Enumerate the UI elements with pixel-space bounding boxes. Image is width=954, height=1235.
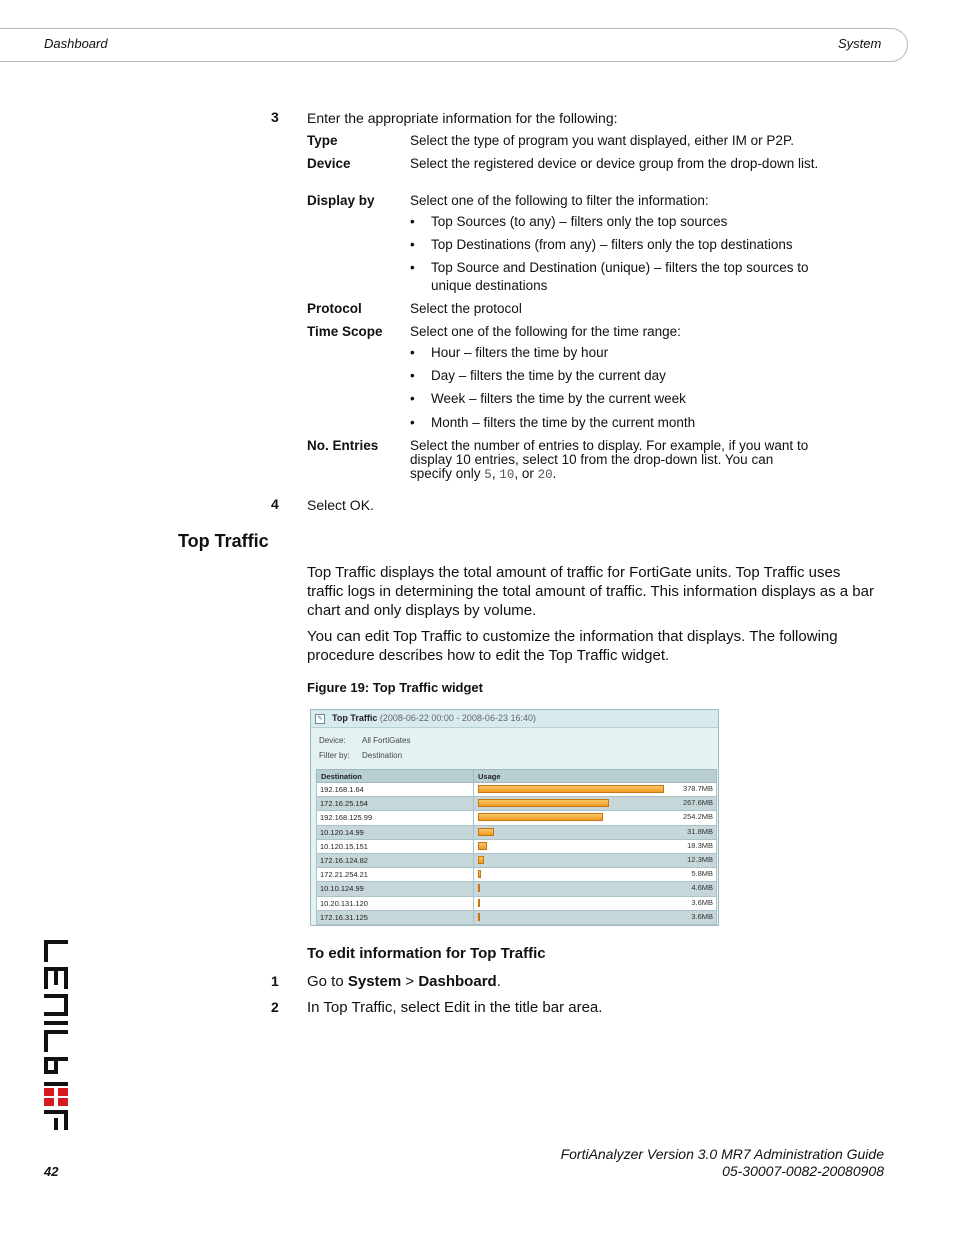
- header-section: Dashboard: [44, 36, 108, 51]
- destination-cell: 172.16.25.154: [317, 797, 474, 811]
- usage-value: 378.7MB: [682, 784, 713, 793]
- widget-filter-row: Filter by: Destination: [319, 751, 403, 760]
- edit-icon[interactable]: ✎: [315, 714, 325, 724]
- usage-bar: [478, 828, 494, 836]
- table-row: [317, 882, 717, 896]
- widget-device-row: Device: All FortiGates: [319, 736, 411, 745]
- field-device-desc: Select the registered device or device group from the drop-down list.: [410, 156, 819, 171]
- destination-cell: 10.120.14.99: [317, 825, 474, 839]
- col-destination: Destination: [317, 770, 474, 783]
- usage-cell: [474, 910, 717, 924]
- usage-value: 18.3MB: [687, 840, 713, 850]
- table-row: [317, 853, 717, 867]
- table-row: [317, 783, 717, 797]
- usage-bar: [478, 842, 487, 850]
- time-scope-bullet: • Month – filters the time by the current month: [410, 415, 696, 430]
- field-protocol-label: Protocol: [307, 301, 362, 316]
- field-type-desc: Select the type of program you want displayed, either IM or P2P.: [410, 133, 794, 148]
- usage-cell: [474, 811, 717, 825]
- usage-bar: [478, 856, 484, 864]
- page-number: 42: [44, 1164, 59, 1179]
- usage-bar: [478, 785, 664, 793]
- proc-step-1-number: 1: [271, 973, 279, 989]
- step-4-text: Select OK.: [307, 497, 374, 513]
- procedure-title: To edit information for Top Traffic: [307, 945, 546, 962]
- field-protocol-desc: Select the protocol: [410, 301, 522, 316]
- usage-value: 3.6MB: [691, 897, 713, 907]
- table-row: [317, 811, 717, 825]
- usage-cell: [474, 839, 717, 853]
- display-by-bullet: • Top Sources (to any) – filters only the top sources: [410, 214, 728, 229]
- usage-bar: [478, 813, 603, 821]
- field-display-by-desc: Select one of the following to filter the information:: [410, 193, 709, 208]
- destination-cell: 192.168.125.99: [317, 811, 474, 825]
- destination-cell: 10.120.15.151: [317, 839, 474, 853]
- display-by-bullet: • Top Source and Destination (unique) – filters the top sources to unique destinations: [410, 260, 809, 293]
- widget-title: Top Traffic (2008-06-22 00:00 - 2008-06-23 16:40): [332, 713, 536, 723]
- usage-cell: [474, 797, 717, 811]
- field-time-scope-desc: Select one of the following for the time range:: [410, 324, 681, 339]
- usage-value: 5.8MB: [691, 869, 713, 879]
- table-row: [317, 797, 717, 811]
- destination-cell: 172.21.254.21: [317, 868, 474, 882]
- usage-bar: [478, 913, 480, 921]
- usage-cell: [474, 783, 717, 797]
- section-title: Top Traffic: [178, 531, 269, 551]
- table-row: [317, 910, 717, 924]
- top-traffic-widget: [310, 709, 719, 926]
- usage-bar: [478, 870, 481, 878]
- destination-cell: 172.16.124.82: [317, 853, 474, 867]
- usage-value: 3.6MB: [691, 911, 713, 921]
- step-4-number: 4: [271, 496, 279, 512]
- figure-caption: Figure 19: Top Traffic widget: [307, 680, 483, 695]
- proc-step-2-number: 2: [271, 999, 279, 1015]
- widget-title-bar[interactable]: [311, 710, 718, 728]
- destination-cell: 10.10.124.99: [317, 882, 474, 896]
- usage-value: 254.2MB: [682, 812, 713, 822]
- display-by-bullet: • Top Destinations (from any) – filters only the top destinations: [410, 237, 793, 252]
- time-scope-bullet: • Hour – filters the time by hour: [410, 345, 609, 360]
- time-scope-bullet: • Day – filters the time by the current day: [410, 368, 666, 383]
- destination-cell: 192.168.1.64: [317, 783, 474, 797]
- field-no-entries-label: No. Entries: [307, 438, 379, 453]
- step-3-text: Enter the appropriate information for the following:: [307, 110, 618, 126]
- fortinet-logo: [44, 940, 68, 1130]
- usage-bar: [478, 884, 480, 892]
- paragraph-1: Top Traffic displays the total amount of traffic for FortiGate units. Top Traffic uses traffic logs in determining the total amount of traffic. This information displays as a bar chart and only displays by volume.: [307, 564, 874, 619]
- field-display-by-label: Display by: [307, 193, 375, 208]
- table-row: [317, 825, 717, 839]
- field-device-label: Device: [307, 156, 351, 171]
- table-row: [317, 868, 717, 882]
- header-bar: [0, 28, 908, 62]
- usage-value: 12.3MB: [687, 854, 713, 864]
- usage-cell: [474, 896, 717, 910]
- header-chapter: System: [838, 36, 882, 51]
- paragraph-2: You can edit Top Traffic to customize the information that displays. The following procedure describes how to edit the Top Traffic widget.: [307, 628, 838, 664]
- traffic-table: [316, 769, 717, 925]
- usage-value: 267.6MB: [682, 798, 713, 808]
- usage-bar: [478, 899, 480, 907]
- usage-cell: [474, 882, 717, 896]
- col-usage: Usage: [474, 770, 717, 783]
- proc-step-1-text: Go to System > Dashboard.: [307, 973, 501, 990]
- usage-cell: [474, 853, 717, 867]
- footer-doc-code: 05-30007-0082-20080908: [722, 1163, 884, 1179]
- usage-cell: [474, 868, 717, 882]
- proc-step-2-text: In Top Traffic, select Edit in the title bar area.: [307, 999, 603, 1016]
- footer-guide-title: FortiAnalyzer Version 3.0 MR7 Administration Guide: [560, 1146, 884, 1162]
- usage-value: 31.8MB: [687, 826, 713, 836]
- time-scope-bullet: • Week – filters the time by the current week: [410, 391, 686, 406]
- table-row: [317, 896, 717, 910]
- traffic-table-body: [317, 783, 717, 925]
- usage-bar: [478, 799, 609, 807]
- field-type-label: Type: [307, 133, 338, 148]
- table-row: [317, 839, 717, 853]
- field-no-entries-desc: Select the number of entries to display. For example, if you want to display 10 entries, select 10 from the drop-down list. You can specify only 5, 10, or 20.: [410, 438, 809, 482]
- destination-cell: 172.16.31.125: [317, 910, 474, 924]
- destination-cell: 10.20.131.120: [317, 896, 474, 910]
- usage-cell: [474, 825, 717, 839]
- usage-value: 4.6MB: [691, 883, 713, 893]
- field-time-scope-label: Time Scope: [307, 324, 383, 339]
- step-3-number: 3: [271, 109, 279, 125]
